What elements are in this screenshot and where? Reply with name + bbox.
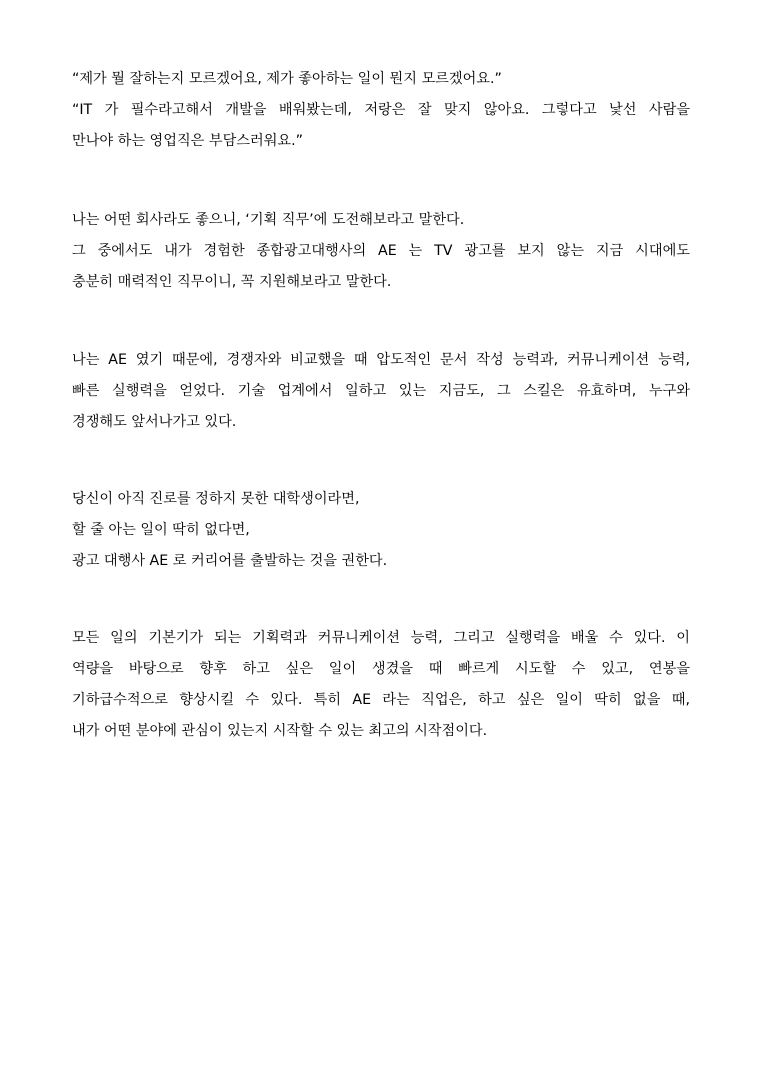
text-line: “IT 가 필수라고해서 개발을 배워봤는데, 저랑은 잘 맞지 않아요. 그렇다고 낯선 사람을 — [72, 102, 690, 118]
text-line: 경쟁해도 앞서나가고 있다. — [72, 414, 237, 430]
text-line: 역량을 바탕으로 향후 하고 싶은 일이 생겼을 때 빠르게 시도할 수 있고, 연봉을 — [72, 661, 690, 677]
text-line: 나는 어떤 회사라도 좋으니, ‘기획 직무’에 도전해보라고 말한다. — [72, 212, 465, 228]
paragraph-advice — [72, 205, 690, 298]
text-line: 모든 일의 기본기가 되는 기획력과 커뮤니케이션 능력, 그리고 실행력을 배울 수 있다. 이 — [72, 630, 690, 646]
paragraph-recommendation — [72, 484, 690, 577]
text-line: 광고 대행사 AE 로 커리어를 출발하는 것을 권한다. — [72, 553, 388, 569]
text-line: 충분히 매력적인 직무이니, 꼭 지원해보라고 말한다. — [72, 274, 392, 290]
text-line: 빠른 실행력을 얻었다. 기술 업계에서 일하고 있는 지금도, 그 스킬은 유효하며, 누구와 — [72, 383, 690, 399]
text-line: 그 중에서도 내가 경험한 종합광고대행사의 AE 는 TV 광고를 보지 않는 지금 시대에도 — [72, 243, 690, 259]
text-line: 만나야 하는 영업직은 부담스러워요.” — [72, 133, 303, 149]
text-line: 내가 어떤 분야에 관심이 있는지 시작할 수 있는 최고의 시작점이다. — [72, 723, 488, 739]
paragraph-quotes — [72, 64, 690, 157]
text-line: 기하급수적으로 향상시킬 수 있다. 특히 AE 라는 직업은, 하고 싶은 일이 딱히 없을 때, — [72, 692, 690, 708]
paragraph-experience — [72, 345, 690, 438]
text-line: 당신이 아직 진로를 정하지 못한 대학생이라면, — [72, 491, 360, 507]
paragraph-conclusion — [72, 623, 690, 747]
text-line: 나는 AE 였기 때문에, 경쟁자와 비교했을 때 압도적인 문서 작성 능력과, 커뮤니케이션 능력, — [72, 352, 690, 368]
text-line: “제가 뭘 잘하는지 모르겠어요, 제가 좋아하는 일이 뭔지 모르겠어요.” — [72, 71, 502, 87]
text-line: 할 줄 아는 일이 딱히 없다면, — [72, 522, 250, 538]
